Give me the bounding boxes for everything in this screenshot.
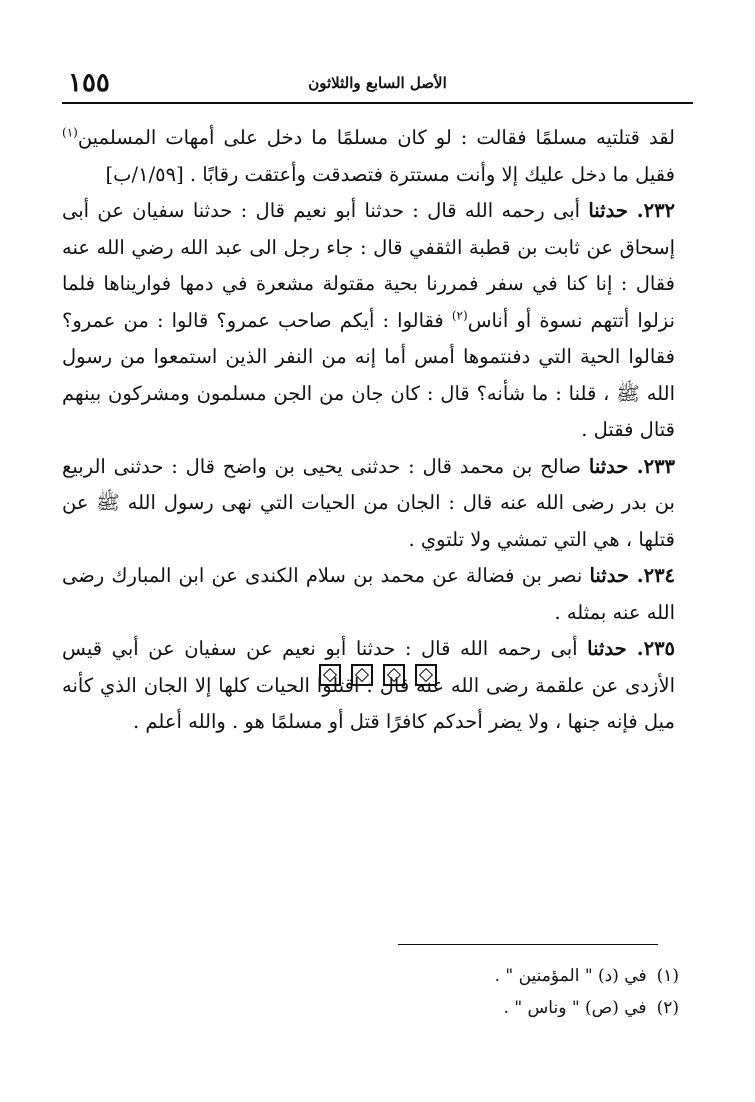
hadith-lead-word: حدثنا (589, 564, 630, 587)
footnote-ref-1: (١) (62, 125, 78, 140)
footnote-number: (١) (656, 966, 679, 986)
hadith-text: نصر بن فضالة عن محمد بن سلام الكندى عن ابن المبارك رضى الله عنه بمثله . (62, 564, 675, 624)
footnote-divider (398, 944, 658, 945)
paragraph-intro (62, 120, 675, 193)
ornament-icon (351, 664, 373, 686)
main-text (62, 120, 675, 741)
hadith-lead-word: حدثنا (588, 199, 628, 222)
hadith-number: ٢٣٤. (629, 564, 676, 587)
hadith-text: أبى رحمه الله قال : حدثنا أبو نعيم قال : حدثنا سفيان عن أبى إسحاق عن ثابت بن قطبة الثقفي قال : جاء رجل الى عبد الله رضي الله عنه فقال : إنا كنا في سفر فمررنا بحية مقتولة مشعرة في دمها فواريناها فلما نزلوا أتتهم نسوة أو أناس (62, 199, 675, 332)
intro-text-end: فقيل ما دخل عليك إلا وأنت مستترة فتصدقت وأعتقت رقابًا . [١/٥٩/ب] (105, 162, 675, 186)
hadith-233 (62, 449, 675, 559)
ornament-icon (383, 664, 405, 686)
page-header (62, 66, 693, 104)
page-number: ١٥٥ (68, 68, 110, 98)
hadith-234 (62, 558, 675, 631)
footnote-number: (٢) (656, 998, 679, 1018)
section-ornaments (0, 664, 755, 690)
footnote-text: في (د) " المؤمنين " . (494, 966, 647, 986)
footnote-text: في (ص) " وناس " . (503, 998, 647, 1018)
hadith-text: أبى رحمه الله قال : حدثنا أبو نعيم عن سفيان عن أبي قيس الأزدى عن علقمة رضى الله عنه قال : اقتلوا الحيات كلها إلا الجان الذي كأنه ميل فإنه جنها ، ولا يضر أحدكم كافرًا قتل أو مسلمًا هو . والله أعلم . (62, 637, 675, 733)
intro-text: لقد قتلتيه مسلمًا فقالت : لو كان مسلمًا ما دخل على أمهات المسلمين (77, 126, 675, 149)
footnote-ref-2: (٢) (451, 308, 468, 322)
hadith-number: ٢٣٢. (627, 199, 676, 222)
footnote-2 (495, 992, 679, 1024)
hadith-lead-word: حدثنا (587, 637, 627, 660)
hadith-text-cont: فقالوا : أيكم صاحب عمرو؟ قالوا : من عمرو؟ فقالوا الحية التي دفنتموها أمس أما إنه من النفر الذين استمعوا من رسول الله ﷺ ، قلنا : ما شأنه؟ قال : كان جان من الجن مسلمون ومشركون بينهم قتال فقتل . (62, 308, 675, 441)
hadith-text: صالح بن محمد قال : حدثنى يحيى بن واضح قال : حدثنى الربيع بن بدر رضى الله عنه قال : الجان من الحيات التي نهى رسول الله ﷺ عن قتلها ، هي التي تمشي ولا تلتوي . (62, 454, 675, 551)
hadith-number: ٢٣٥. (626, 637, 676, 660)
ornament-icon (415, 664, 437, 686)
hadith-number: ٢٣٣. (628, 454, 676, 478)
hadith-lead-word: حدثنا (588, 454, 629, 478)
footnote-1 (495, 960, 679, 992)
footnotes (495, 960, 679, 1024)
running-title: الأصل السابع والثلاثون (308, 74, 447, 92)
hadith-232 (62, 193, 675, 449)
ornament-icon (319, 664, 341, 686)
